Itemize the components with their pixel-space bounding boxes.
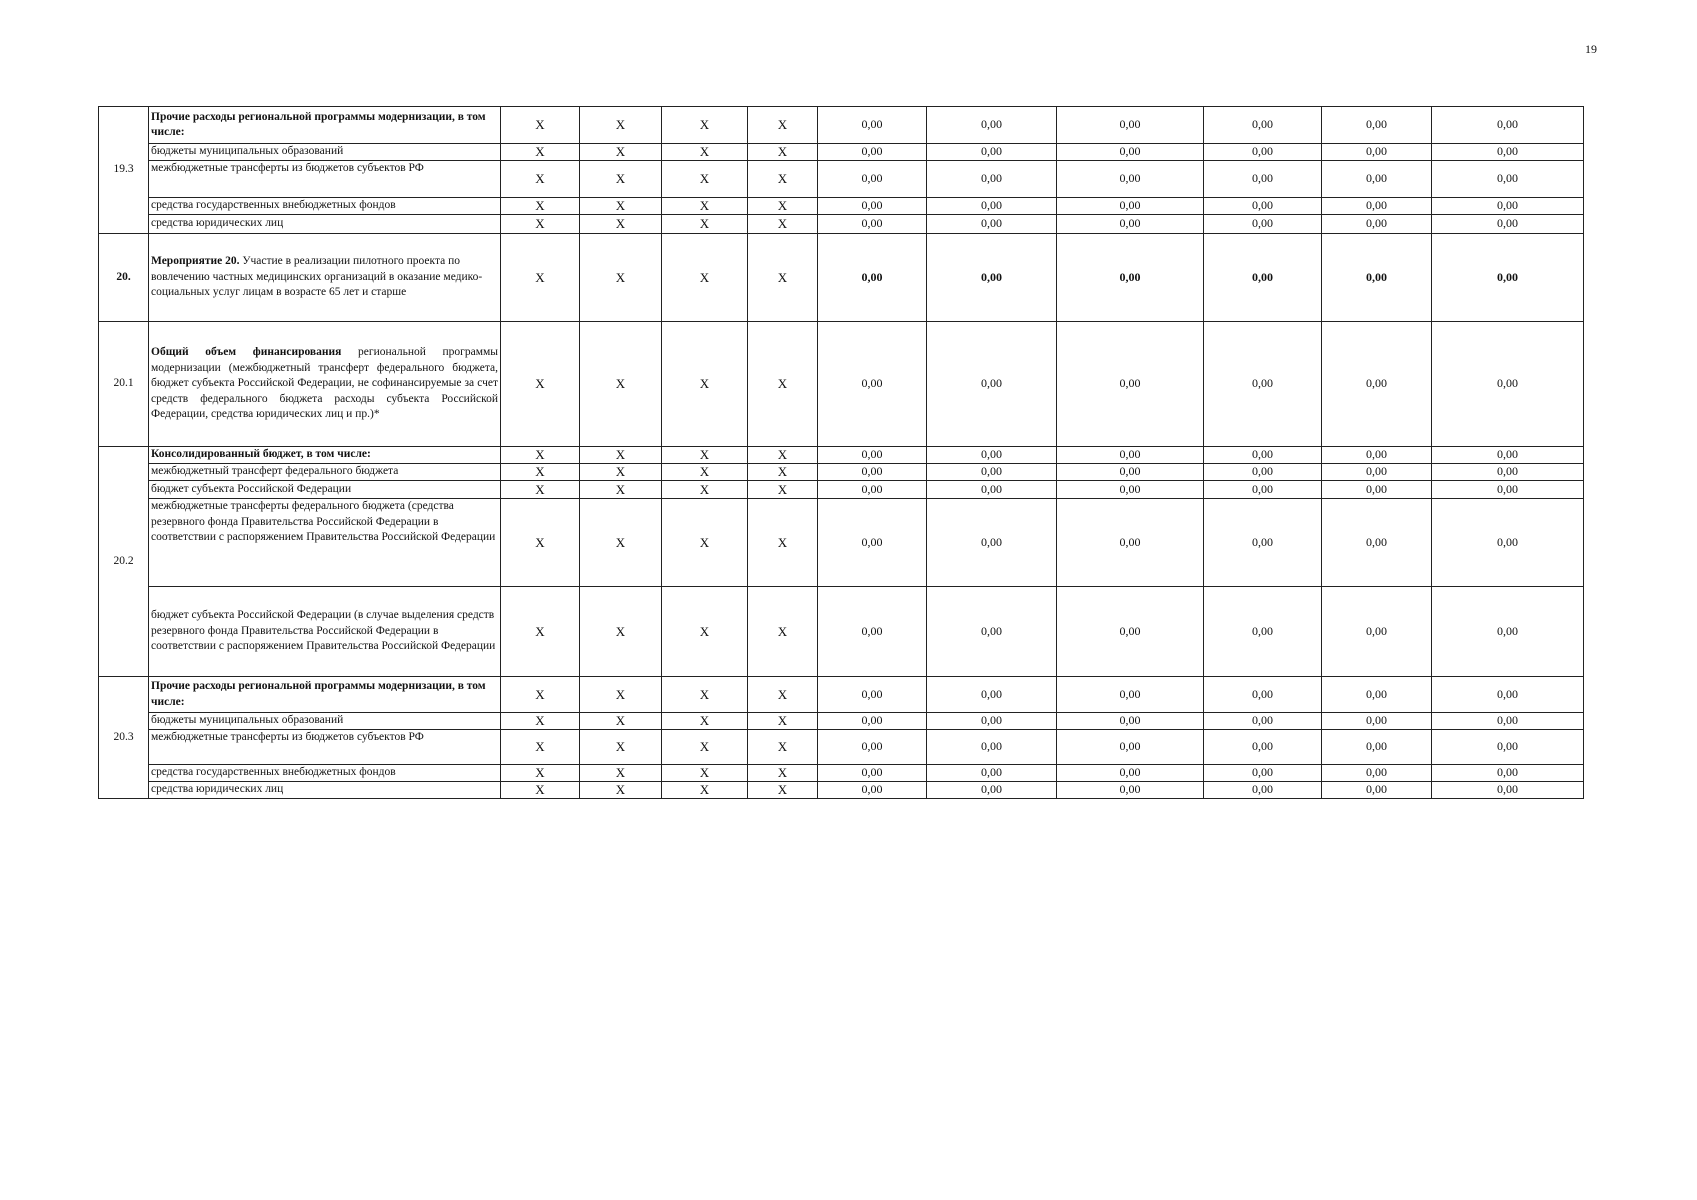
x-mark-cell: X <box>501 144 580 161</box>
value-cell: 0,00 <box>1204 107 1322 144</box>
value-cell: 0,00 <box>818 447 927 464</box>
value-cell: 0,00 <box>1432 144 1584 161</box>
value-cell: 0,00 <box>927 730 1057 765</box>
value-cell: 0,00 <box>1057 499 1204 587</box>
row-label <box>149 234 501 322</box>
table-row <box>99 499 1584 587</box>
value-cell: 0,00 <box>1432 464 1584 481</box>
value-cell: 0,00 <box>1204 447 1322 464</box>
value-cell: 0,00 <box>1204 765 1322 782</box>
x-mark-cell: X <box>662 587 748 677</box>
x-mark-cell: X <box>580 447 662 464</box>
table-row <box>99 677 1584 713</box>
value-cell: 0,00 <box>1204 234 1322 322</box>
value-cell: 0,00 <box>818 677 927 713</box>
table-row <box>99 587 1584 677</box>
table-row <box>99 144 1584 161</box>
row-label-bold: Мероприятие 20. <box>151 255 240 268</box>
value-cell: 0,00 <box>818 322 927 447</box>
value-cell: 0,00 <box>1057 215 1204 234</box>
value-cell: 0,00 <box>1322 144 1432 161</box>
table-row <box>99 322 1584 447</box>
row-label <box>149 677 501 713</box>
row-number: 20.3 <box>99 677 149 799</box>
value-cell: 0,00 <box>818 481 927 499</box>
value-cell: 0,00 <box>1057 782 1204 799</box>
row-label <box>149 322 501 447</box>
value-cell: 0,00 <box>1057 447 1204 464</box>
row-label <box>149 587 501 677</box>
row-label <box>149 730 501 765</box>
value-cell: 0,00 <box>1322 481 1432 499</box>
x-mark-cell: X <box>580 234 662 322</box>
value-cell: 0,00 <box>1057 161 1204 198</box>
row-number: 19.3 <box>99 107 149 234</box>
x-mark-cell: X <box>662 713 748 730</box>
x-mark-cell: X <box>748 234 818 322</box>
value-cell: 0,00 <box>1204 499 1322 587</box>
x-mark-cell: X <box>580 499 662 587</box>
x-mark-cell: X <box>501 587 580 677</box>
value-cell: 0,00 <box>1057 322 1204 447</box>
x-mark-cell: X <box>662 447 748 464</box>
x-mark-cell: X <box>748 107 818 144</box>
value-cell: 0,00 <box>818 234 927 322</box>
value-cell: 0,00 <box>818 587 927 677</box>
value-cell: 0,00 <box>1322 161 1432 198</box>
table-row <box>99 464 1584 481</box>
value-cell: 0,00 <box>1322 587 1432 677</box>
row-label-text: межбюджетный трансферт федерального бюджета <box>151 465 399 478</box>
value-cell: 0,00 <box>818 765 927 782</box>
value-cell: 0,00 <box>927 198 1057 215</box>
value-cell: 0,00 <box>1432 198 1584 215</box>
x-mark-cell: X <box>501 765 580 782</box>
x-mark-cell: X <box>662 107 748 144</box>
x-mark-cell: X <box>748 713 818 730</box>
row-label <box>149 464 501 481</box>
x-mark-cell: X <box>501 782 580 799</box>
x-mark-cell: X <box>580 481 662 499</box>
row-label-text: средства юридических лиц <box>151 783 284 796</box>
value-cell: 0,00 <box>1057 730 1204 765</box>
row-label-bold: Прочие расходы региональной программы модернизации, в том числе: <box>151 110 486 138</box>
value-cell: 0,00 <box>1432 765 1584 782</box>
value-cell: 0,00 <box>1432 481 1584 499</box>
x-mark-cell: X <box>662 499 748 587</box>
x-mark-cell: X <box>748 730 818 765</box>
x-mark-cell: X <box>748 677 818 713</box>
value-cell: 0,00 <box>1057 765 1204 782</box>
value-cell: 0,00 <box>1322 499 1432 587</box>
page-number: 19 <box>1585 42 1597 56</box>
x-mark-cell: X <box>748 144 818 161</box>
x-mark-cell: X <box>580 730 662 765</box>
x-mark-cell: X <box>662 464 748 481</box>
value-cell: 0,00 <box>1322 730 1432 765</box>
value-cell: 0,00 <box>1432 782 1584 799</box>
value-cell: 0,00 <box>1204 464 1322 481</box>
row-label-bold: Общий объем финансирования <box>151 346 342 359</box>
x-mark-cell: X <box>501 464 580 481</box>
x-mark-cell: X <box>580 765 662 782</box>
value-cell: 0,00 <box>818 499 927 587</box>
x-mark-cell: X <box>748 587 818 677</box>
x-mark-cell: X <box>748 161 818 198</box>
row-label <box>149 481 501 499</box>
value-cell: 0,00 <box>927 677 1057 713</box>
x-mark-cell: X <box>580 464 662 481</box>
x-mark-cell: X <box>580 198 662 215</box>
value-cell: 0,00 <box>1204 782 1322 799</box>
value-cell: 0,00 <box>1322 234 1432 322</box>
row-label-text: средства государственных внебюджетных фондов <box>151 766 396 779</box>
value-cell: 0,00 <box>927 587 1057 677</box>
row-number: 20.2 <box>99 447 149 677</box>
table-row <box>99 730 1584 765</box>
value-cell: 0,00 <box>1204 587 1322 677</box>
x-mark-cell: X <box>662 234 748 322</box>
row-label-bold: Прочие расходы региональной программы модернизации, в том числе: <box>151 680 486 708</box>
value-cell: 0,00 <box>1432 234 1584 322</box>
row-label-bold: Консолидированный бюджет, в том числе: <box>151 448 371 461</box>
row-label <box>149 499 501 587</box>
x-mark-cell: X <box>501 107 580 144</box>
value-cell: 0,00 <box>818 713 927 730</box>
x-mark-cell: X <box>501 447 580 464</box>
x-mark-cell: X <box>580 713 662 730</box>
x-mark-cell: X <box>501 161 580 198</box>
row-label <box>149 782 501 799</box>
value-cell: 0,00 <box>1322 464 1432 481</box>
value-cell: 0,00 <box>1057 587 1204 677</box>
value-cell: 0,00 <box>1432 215 1584 234</box>
value-cell: 0,00 <box>818 107 927 144</box>
table-row <box>99 215 1584 234</box>
table-row <box>99 765 1584 782</box>
value-cell: 0,00 <box>1057 234 1204 322</box>
x-mark-cell: X <box>501 730 580 765</box>
x-mark-cell: X <box>580 322 662 447</box>
row-label-text: межбюджетные трансферты из бюджетов субъектов РФ <box>151 162 424 174</box>
table-row <box>99 107 1584 144</box>
x-mark-cell: X <box>580 107 662 144</box>
x-mark-cell: X <box>748 765 818 782</box>
table-row <box>99 481 1584 499</box>
row-label-text: межбюджетные трансферты из бюджетов субъектов РФ <box>151 731 424 743</box>
value-cell: 0,00 <box>818 464 927 481</box>
value-cell: 0,00 <box>1204 481 1322 499</box>
x-mark-cell: X <box>748 447 818 464</box>
x-mark-cell: X <box>662 765 748 782</box>
x-mark-cell: X <box>662 481 748 499</box>
value-cell: 0,00 <box>1057 677 1204 713</box>
value-cell: 0,00 <box>1322 198 1432 215</box>
value-cell: 0,00 <box>818 730 927 765</box>
value-cell: 0,00 <box>1204 730 1322 765</box>
row-label <box>149 765 501 782</box>
value-cell: 0,00 <box>1204 215 1322 234</box>
row-label-text: межбюджетные трансферты федерального бюджета (средства резервного фонда Правительства Российской Федерации в соответствии с распоряжением Правительства Российской Федерации <box>151 500 496 543</box>
value-cell: 0,00 <box>1432 161 1584 198</box>
value-cell: 0,00 <box>1322 107 1432 144</box>
value-cell: 0,00 <box>1432 587 1584 677</box>
value-cell: 0,00 <box>818 161 927 198</box>
value-cell: 0,00 <box>1204 198 1322 215</box>
table-row <box>99 198 1584 215</box>
value-cell: 0,00 <box>818 215 927 234</box>
value-cell: 0,00 <box>1432 677 1584 713</box>
x-mark-cell: X <box>748 499 818 587</box>
x-mark-cell: X <box>748 481 818 499</box>
value-cell: 0,00 <box>818 198 927 215</box>
x-mark-cell: X <box>501 198 580 215</box>
x-mark-cell: X <box>501 322 580 447</box>
x-mark-cell: X <box>662 144 748 161</box>
value-cell: 0,00 <box>1057 198 1204 215</box>
value-cell: 0,00 <box>927 144 1057 161</box>
x-mark-cell: X <box>662 730 748 765</box>
table-row <box>99 234 1584 322</box>
value-cell: 0,00 <box>1057 481 1204 499</box>
x-mark-cell: X <box>662 322 748 447</box>
x-mark-cell: X <box>580 782 662 799</box>
x-mark-cell: X <box>580 161 662 198</box>
financing-table <box>98 106 1584 799</box>
x-mark-cell: X <box>662 782 748 799</box>
x-mark-cell: X <box>662 677 748 713</box>
value-cell: 0,00 <box>927 161 1057 198</box>
x-mark-cell: X <box>580 677 662 713</box>
value-cell: 0,00 <box>1057 713 1204 730</box>
row-label <box>149 198 501 215</box>
value-cell: 0,00 <box>1322 447 1432 464</box>
value-cell: 0,00 <box>1322 765 1432 782</box>
value-cell: 0,00 <box>818 782 927 799</box>
x-mark-cell: X <box>662 198 748 215</box>
row-label <box>149 215 501 234</box>
value-cell: 0,00 <box>927 765 1057 782</box>
value-cell: 0,00 <box>1432 499 1584 587</box>
value-cell: 0,00 <box>1204 161 1322 198</box>
x-mark-cell: X <box>501 481 580 499</box>
value-cell: 0,00 <box>1057 144 1204 161</box>
row-label <box>149 107 501 144</box>
value-cell: 0,00 <box>927 322 1057 447</box>
table-row <box>99 713 1584 730</box>
value-cell: 0,00 <box>927 464 1057 481</box>
x-mark-cell: X <box>501 215 580 234</box>
value-cell: 0,00 <box>1204 144 1322 161</box>
row-label-text: региональной программы модернизации (межбюджетный трансферт федерального бюджета, бюджет субъекта Российской Федерации, не софинансируемые за счет средств федерального бюджета расходы субъекта Российской Федерации, средства юридических лиц и пр.)* <box>151 346 499 421</box>
x-mark-cell: X <box>580 215 662 234</box>
x-mark-cell: X <box>501 234 580 322</box>
value-cell: 0,00 <box>1204 677 1322 713</box>
x-mark-cell: X <box>748 782 818 799</box>
x-mark-cell: X <box>501 713 580 730</box>
x-mark-cell: X <box>662 215 748 234</box>
row-label <box>149 161 501 198</box>
x-mark-cell: X <box>748 198 818 215</box>
row-label-text: средства государственных внебюджетных фондов <box>151 199 396 212</box>
x-mark-cell: X <box>748 322 818 447</box>
value-cell: 0,00 <box>1322 215 1432 234</box>
value-cell: 0,00 <box>927 499 1057 587</box>
value-cell: 0,00 <box>1057 107 1204 144</box>
row-label-text: средства юридических лиц <box>151 217 284 230</box>
value-cell: 0,00 <box>1322 713 1432 730</box>
value-cell: 0,00 <box>1057 464 1204 481</box>
value-cell: 0,00 <box>1432 322 1584 447</box>
value-cell: 0,00 <box>927 481 1057 499</box>
table-row <box>99 161 1584 198</box>
row-label <box>149 447 501 464</box>
table-row <box>99 782 1584 799</box>
value-cell: 0,00 <box>1432 713 1584 730</box>
table-row <box>99 447 1584 464</box>
row-label-text: бюджет субъекта Российской Федерации <box>151 482 352 495</box>
value-cell: 0,00 <box>1322 322 1432 447</box>
x-mark-cell: X <box>748 215 818 234</box>
row-label-text: Участие в реализации пилотного проекта по вовлечению частных медицинских организаций в оказание медико-социальных услуг лицам в возрасте 65 лет и старше <box>151 255 483 299</box>
x-mark-cell: X <box>501 677 580 713</box>
value-cell: 0,00 <box>927 447 1057 464</box>
x-mark-cell: X <box>662 161 748 198</box>
row-number: 20. <box>99 234 149 322</box>
value-cell: 0,00 <box>1432 730 1584 765</box>
row-label <box>149 713 501 730</box>
value-cell: 0,00 <box>927 215 1057 234</box>
value-cell: 0,00 <box>927 234 1057 322</box>
row-label-text: бюджет субъекта Российской Федерации (в случае выделения средств резервного фонда Правительства Российской Федерации в соответствии с распоряжением Правительства Российской Федерации <box>151 609 496 653</box>
value-cell: 0,00 <box>818 144 927 161</box>
x-mark-cell: X <box>748 464 818 481</box>
value-cell: 0,00 <box>1322 677 1432 713</box>
value-cell: 0,00 <box>927 107 1057 144</box>
value-cell: 0,00 <box>927 782 1057 799</box>
value-cell: 0,00 <box>1204 322 1322 447</box>
x-mark-cell: X <box>501 499 580 587</box>
value-cell: 0,00 <box>927 713 1057 730</box>
value-cell: 0,00 <box>1432 107 1584 144</box>
value-cell: 0,00 <box>1322 782 1432 799</box>
row-number: 20.1 <box>99 322 149 447</box>
row-label-text: бюджеты муниципальных образований <box>151 145 344 158</box>
value-cell: 0,00 <box>1432 447 1584 464</box>
x-mark-cell: X <box>580 144 662 161</box>
value-cell: 0,00 <box>1204 713 1322 730</box>
x-mark-cell: X <box>580 587 662 677</box>
row-label-text: бюджеты муниципальных образований <box>151 714 344 727</box>
row-label <box>149 144 501 161</box>
